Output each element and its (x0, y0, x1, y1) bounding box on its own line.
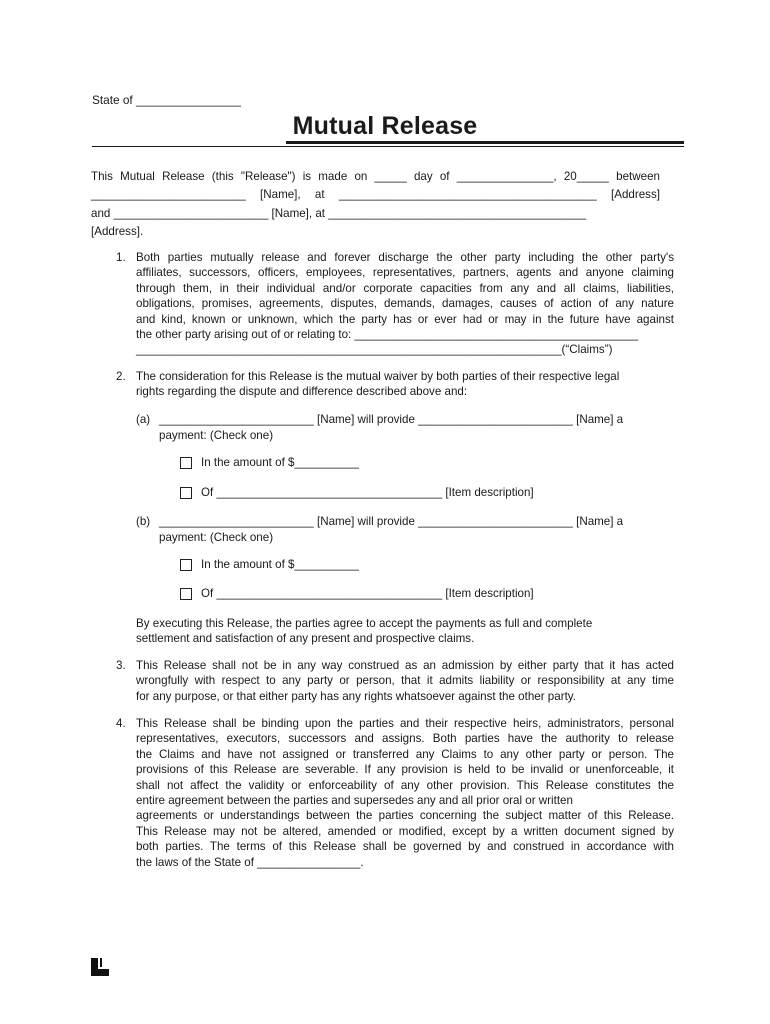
section-2-text (136, 369, 676, 400)
sub-clause-line: payment: (Check one) (159, 531, 274, 544)
text-line: settlement and satisfaction of any present and prospective claims. (136, 632, 475, 646)
text-line: the other party arising out of or relating to: ____________________________________________ (136, 328, 639, 342)
sub-clause-label: (b) (136, 515, 151, 528)
section-number: 3. (116, 659, 126, 672)
text-line: shall not affect the validity or enforceability of any other provision. This Release constitutes the (136, 778, 674, 792)
text-line: By executing this Release, the parties agree to accept the payments as full and complete (136, 617, 593, 630)
checkbox-label: Of ___________________________________ [Item description] (201, 587, 534, 600)
intro-paragraph (91, 168, 671, 242)
text-line: This Release shall be binding upon the parties and their respective heirs, administrators, personal (136, 717, 674, 730)
text-line: __________________________________________________________________(“Claims”) (136, 343, 613, 357)
text-line: the laws of the State of ________________. (136, 855, 364, 869)
checkbox-option[interactable] (180, 557, 359, 573)
section-number: 2. (116, 370, 126, 383)
intro-line: [Address]. (91, 225, 144, 239)
section-number: 1. (116, 251, 126, 264)
checkbox-icon[interactable] (180, 588, 192, 600)
section-4-text (136, 716, 676, 870)
text-line: through them, in their individual and/or corporate capacities from any and all claims, liabilities, (136, 281, 674, 295)
checkbox-icon[interactable] (180, 559, 192, 571)
text-line: obligations, promises, agreements, disputes, demands, damages, causes of action of any nature (136, 297, 674, 311)
section-3-text (136, 658, 676, 704)
text-line: entire agreement between the parties and supersedes any and all prior oral or written (136, 794, 573, 808)
intro-line: and ________________________ [Name], at ________________________________________ (91, 206, 587, 220)
sub-clause-line: payment: (Check one) (159, 429, 274, 442)
text-line: wrongfully with respect to any party or person, that it admits liability or responsibility at any time (136, 674, 674, 688)
text-line: for any purpose, or that either party has any rights whatsoever against the other party. (136, 689, 576, 703)
section-number: 4. (116, 717, 126, 730)
checkbox-icon[interactable] (180, 457, 192, 469)
text-line: affiliates, successors, officers, employees, representatives, partners, agents and anyone claiming (136, 266, 674, 280)
text-line: both parties. The terms of this Release shall be governed by and construed in accordance with (136, 840, 674, 854)
title-underline-thin (92, 146, 684, 147)
text-line: This Release shall not be in any way construed as an admission by either party that it has acted (136, 659, 674, 672)
sub-clause-line: ________________________ [Name] will provide ________________________ [Name] a (159, 515, 624, 528)
text-line: provisions of this Release are severable. If any provision is held to be invalid or unenforceable, it (136, 763, 674, 777)
text-line: The consideration for this Release is the mutual waiver by both parties of their respective legal (136, 370, 620, 383)
state-line: State of ________________ (92, 93, 241, 107)
checkbox-icon[interactable] (180, 487, 192, 499)
text-line: This Release may not be altered, amended or modified, except by a written document signed by (136, 824, 674, 838)
document-title: Mutual Release (292, 112, 478, 140)
sub-clause-line: ________________________ [Name] will provide ________________________ [Name] a (159, 413, 624, 426)
text-line: agreements or understandings between the parties concerning the subject matter of this Release. (136, 809, 674, 823)
section-2-closing (136, 616, 676, 647)
title-underline-thick (286, 141, 684, 144)
text-line: the Claims and have not assigned or transferred any Claims to any other party or person. The (136, 747, 674, 761)
text-line: Both parties mutually release and forever discharge the other party including the other party's (136, 251, 674, 264)
sub-clause-label: (a) (136, 413, 151, 426)
text-line: representatives, executors, successors and assigns. Both parties have the authority to release (136, 732, 674, 746)
checkbox-option[interactable] (180, 586, 534, 602)
text-line: and kind, known or unknown, which the party has or ever had or may in the future have against (136, 312, 674, 326)
checkbox-label: In the amount of $__________ (201, 456, 359, 469)
intro-line: ________________________ [Name], at ________________________________________ [Address] (91, 188, 660, 202)
checkbox-option[interactable] (180, 455, 359, 471)
brand-logo-icon (91, 958, 109, 976)
text-line: rights regarding the dispute and difference described above and: (136, 385, 468, 399)
intro-line: This Mutual Release (this "Release") is made on _____ day of _______________, 20_____ between (91, 170, 660, 183)
checkbox-label: Of ___________________________________ [Item description] (201, 486, 534, 499)
checkbox-option[interactable] (180, 485, 534, 501)
checkbox-label: In the amount of $__________ (201, 558, 359, 571)
section-1-text (136, 250, 676, 358)
